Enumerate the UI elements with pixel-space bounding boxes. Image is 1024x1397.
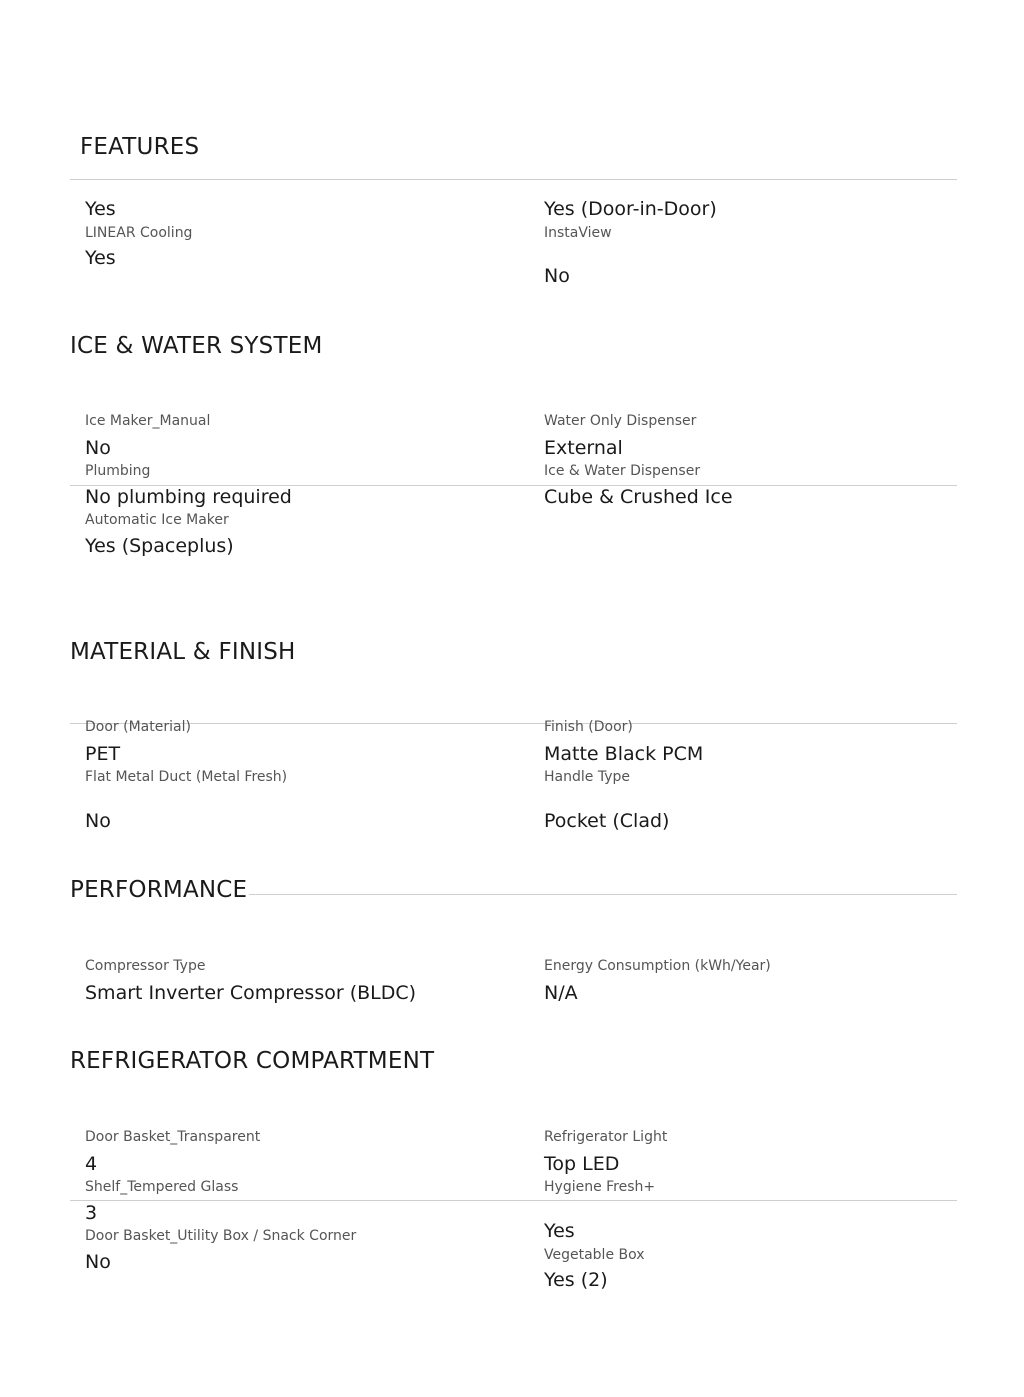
material-title: MATERIAL & FINISH [70, 639, 296, 665]
spec-value: No plumbing required [85, 486, 292, 508]
spec-value: Smart Inverter Compressor (BLDC) [85, 982, 417, 1004]
section-divider [70, 1200, 957, 1201]
spec-value: External [544, 437, 623, 459]
spec-label: Door Basket_Utility Box / Snack Corner [85, 1228, 357, 1244]
spec-label: Hygiene Fresh+ [544, 1179, 656, 1195]
spec-label: Door Basket_Transparent [85, 1129, 261, 1145]
spec-label: Vegetable Box [544, 1247, 645, 1263]
spec-value: 4 [85, 1153, 98, 1175]
spec-label: Compressor Type [85, 958, 206, 974]
performance-title: PERFORMANCE [70, 877, 248, 903]
section-divider [70, 179, 957, 180]
spec-label: Shelf_Tempered Glass [85, 1179, 239, 1195]
spec-value: 3 [85, 1202, 98, 1224]
spec-value: Matte Black PCM [544, 743, 704, 765]
spec-value: No [85, 810, 111, 832]
spec-label: Finish (Door) [544, 719, 633, 735]
features-left-label: LINEAR Cooling [85, 225, 193, 241]
features-left-value-1: Yes [85, 198, 116, 220]
spec-label: Door (Material) [85, 719, 191, 735]
spec-value: Yes (2) [544, 1269, 608, 1291]
spec-label: Ice & Water Dispenser [544, 463, 701, 479]
spec-label: Energy Consumption (kWh/Year) [544, 958, 771, 974]
features-right-value-1: Yes (Door-in-Door) [544, 198, 717, 220]
spec-label: Water Only Dispenser [544, 413, 697, 429]
features-right-label: InstaView [544, 225, 612, 241]
features-right-value-2: No [544, 265, 570, 287]
spec-value: N/A [544, 982, 578, 1004]
spec-label: Automatic Ice Maker [85, 512, 229, 528]
spec-value: No [85, 1251, 111, 1273]
refrigerator-title: REFRIGERATOR COMPARTMENT [70, 1048, 435, 1074]
spec-value: Pocket (Clad) [544, 810, 670, 832]
spec-value: PET [85, 743, 121, 765]
features-left-value-2: Yes [85, 247, 116, 269]
spec-label: Handle Type [544, 769, 630, 785]
spec-label: Flat Metal Duct (Metal Fresh) [85, 769, 288, 785]
spec-value: Yes [544, 1220, 575, 1242]
spec-value: Yes (Spaceplus) [85, 535, 234, 557]
ice-water-title: ICE & WATER SYSTEM [70, 333, 323, 359]
spec-value: Cube & Crushed Ice [544, 486, 733, 508]
features-title: FEATURES [80, 134, 200, 160]
spec-label: Refrigerator Light [544, 1129, 668, 1145]
spec-label: Plumbing [85, 463, 151, 479]
spec-value: No [85, 437, 111, 459]
spec-value: Top LED [544, 1153, 620, 1175]
section-divider [70, 723, 957, 724]
spec-label: Ice Maker_Manual [85, 413, 211, 429]
